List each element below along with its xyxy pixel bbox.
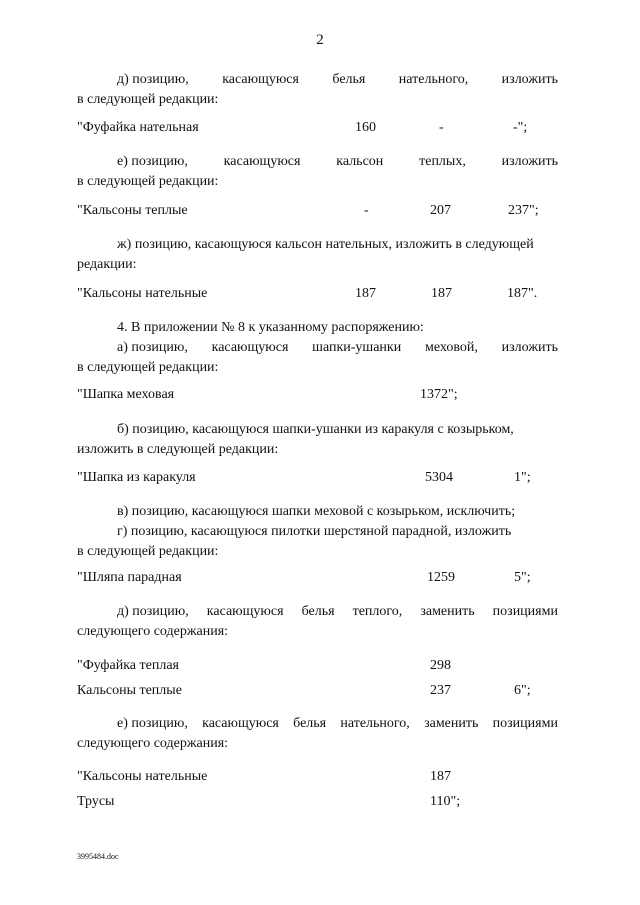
item-row <box>77 120 558 140</box>
item-name: Кальсоны теплые <box>77 683 182 698</box>
item-value-1: 1259 <box>427 570 455 585</box>
paragraph-v: в) позицию, касающуюся шапки меховой с козырьком, исключить; <box>117 504 516 519</box>
paragraph-tail: в следующей редакции: <box>77 174 219 189</box>
paragraph-tail: редакции: <box>77 257 137 272</box>
word: изложить <box>501 340 558 355</box>
item-name: "Фуфайка нательная <box>77 120 199 135</box>
paragraph-b <box>77 420 558 460</box>
paragraph-g: г) позицию, касающуюся пилотки шерстяной парадной, изложить <box>117 524 512 539</box>
word: нательного, <box>340 716 410 731</box>
paragraph-zh-underpants <box>77 235 558 275</box>
paragraph-line: ж) позицию, касающуюся кальсон нательных, изложить в следующей <box>117 237 534 252</box>
word: касающуюся <box>202 716 279 731</box>
paragraph-e-warm-pants <box>77 152 558 192</box>
item-value-2: - <box>439 120 444 135</box>
document-footer: 3995484.doc <box>77 852 119 861</box>
word: касающуюся <box>222 72 299 87</box>
word: позициями <box>492 716 558 731</box>
word: белья <box>332 72 366 87</box>
section-heading: 4. В приложении № 8 к указанному распоряжению: <box>117 320 424 335</box>
item-value-1: 110"; <box>430 794 461 809</box>
word: теплых, <box>419 154 466 169</box>
item-value-3: -"; <box>513 120 528 135</box>
item-value-1: 298 <box>430 658 451 673</box>
item-name: "Фуфайка теплая <box>77 658 179 673</box>
paragraph-line: б) позицию, касающуюся шапки-ушанки из каракуля с козырьком, <box>117 422 514 437</box>
item-value-1: - <box>364 203 369 218</box>
item-name: "Кальсоны нательные <box>77 286 208 301</box>
item-value-2: 5"; <box>514 570 531 585</box>
item-value-1: 187 <box>430 769 451 784</box>
paragraph-tail: изложить в следующей редакции: <box>77 442 279 457</box>
item-value-3: 187". <box>507 286 538 301</box>
item-value-1: 187 <box>355 286 376 301</box>
word: заменить <box>420 604 475 619</box>
word: д) позицию, <box>117 72 189 87</box>
word: заменить <box>424 716 479 731</box>
item-row <box>77 769 558 789</box>
item-value-2: 6"; <box>514 683 531 698</box>
item-name: "Шапка меховая <box>77 387 175 402</box>
word: изложить <box>501 154 558 169</box>
paragraph-d-underwear <box>77 70 558 110</box>
item-name: Трусы <box>77 794 115 809</box>
word: позициями <box>492 604 558 619</box>
paragraph-a <box>77 338 558 358</box>
item-name: "Шапка из каракуля <box>77 470 196 485</box>
item-row <box>77 470 558 490</box>
word: е) позицию, <box>117 154 188 169</box>
item-value-1: 237 <box>430 683 451 698</box>
item-value-2: 187 <box>431 286 452 301</box>
item-row <box>77 570 558 590</box>
paragraph-e-underwear <box>77 714 558 754</box>
word: нательного, <box>398 72 469 87</box>
paragraph-tail: в следующей редакции: <box>77 92 219 107</box>
item-value-1: 5304 <box>425 470 453 485</box>
paragraph-v-g <box>77 502 558 562</box>
item-value-3: 237"; <box>508 203 539 218</box>
word: теплого, <box>352 604 403 619</box>
item-row <box>77 794 558 814</box>
word: касающуюся <box>206 604 284 619</box>
word: меховой, <box>425 340 478 355</box>
paragraph-tail: следующего содержания: <box>77 624 229 639</box>
word: касающуюся <box>223 154 301 169</box>
paragraph-tail: следующего содержания: <box>77 736 229 751</box>
paragraph-d-warm <box>77 602 558 642</box>
paragraph-tail: в следующей редакции: <box>77 360 219 375</box>
item-value-1: 160 <box>355 120 376 135</box>
page-number: 2 <box>316 32 324 48</box>
word: д) позицию, <box>117 604 189 619</box>
word: белья <box>293 716 327 731</box>
word: кальсон <box>336 154 384 169</box>
item-row <box>77 286 558 306</box>
word: белья <box>301 604 335 619</box>
item-name: "Кальсоны нательные <box>77 769 208 784</box>
item-value-2: 1"; <box>514 470 531 485</box>
paragraph-tail: в следующей редакции: <box>77 544 219 559</box>
item-name: "Кальсоны теплые <box>77 203 188 218</box>
word: касающуюся <box>211 340 289 355</box>
item-value-2: 207 <box>430 203 451 218</box>
word: изложить <box>501 72 558 87</box>
item-row <box>77 683 558 703</box>
word: е) позицию, <box>117 716 188 731</box>
item-value-1: 1372"; <box>420 387 458 402</box>
item-row <box>77 658 558 678</box>
item-row <box>77 203 558 223</box>
item-row <box>77 387 558 407</box>
word: а) позицию, <box>117 340 188 355</box>
section-4 <box>77 318 558 378</box>
word: шапки-ушанки <box>312 340 402 355</box>
item-name: "Шляпа парадная <box>77 570 182 585</box>
